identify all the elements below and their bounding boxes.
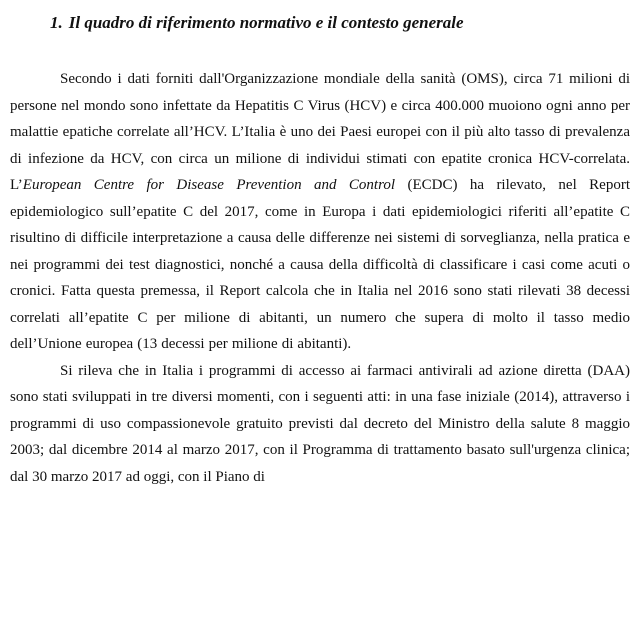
paragraph-1-text-a: Secondo i dati forniti dall'Organizzazione mondiale della sanità (OMS), circa 71 milioni di persone nel mondo sono infettate da Hepatitis C Virus (HCV) e circa 400.000 muoiono ogni anno per malattie epatiche correlate all’HCV. L’Italia è uno dei Paesi europei con il più alto tasso di prevalenza di infezione da HCV, con circa un milione di individui stimati con epatite cronica HCV-correlata. L’: [10, 71, 630, 193]
paragraph-1: [10, 66, 630, 358]
document-page: [10, 12, 630, 490]
section-heading: [50, 12, 630, 34]
section-title: Il quadro di riferimento normativo e il contesto generale: [68, 13, 464, 32]
paragraph-2: [10, 358, 630, 491]
section-number: 1.: [50, 13, 63, 32]
paragraph-1-italic-ecdc: European Centre for Disease Prevention and Control: [22, 177, 396, 193]
paragraph-2-text: Si rileva che in Italia i programmi di accesso ai farmaci antivirali ad azione diretta (DAA) sono stati sviluppati in tre diversi momenti, con i seguenti atti: in una fase iniziale (2014), attraverso i programmi di uso compassionevole gratuito previsti dal decreto del Ministro della salute 8 maggio 2003; dal dicembre 2014 al marzo 2017, con il Programma di trattamento basato sull'urgenza clinica; dal 30 marzo 2017 ad oggi, con il Piano di: [10, 362, 630, 485]
paragraph-1-text-b: (ECDC) ha rilevato, nel Report epidemiologico sull’epatite C del 2017, come in Europa i dati epidemiologici riferiti all’epatite C risultino di difficile interpretazione a causa delle differenze nei sistemi di sorveglianza, nella pratica e nei programmi dei test diagnostici, nonché a causa della difficoltà di classificare i casi come acuti o cronici. Fatta questa premessa, il Report calcola che in Italia nel 2016 sono stati rilevati 38 decessi correlati all’epatite C per milione di abitanti, un numero che supera di molto il tasso medio dell’Unione europea (13 decessi per milione di abitanti).: [10, 177, 630, 352]
